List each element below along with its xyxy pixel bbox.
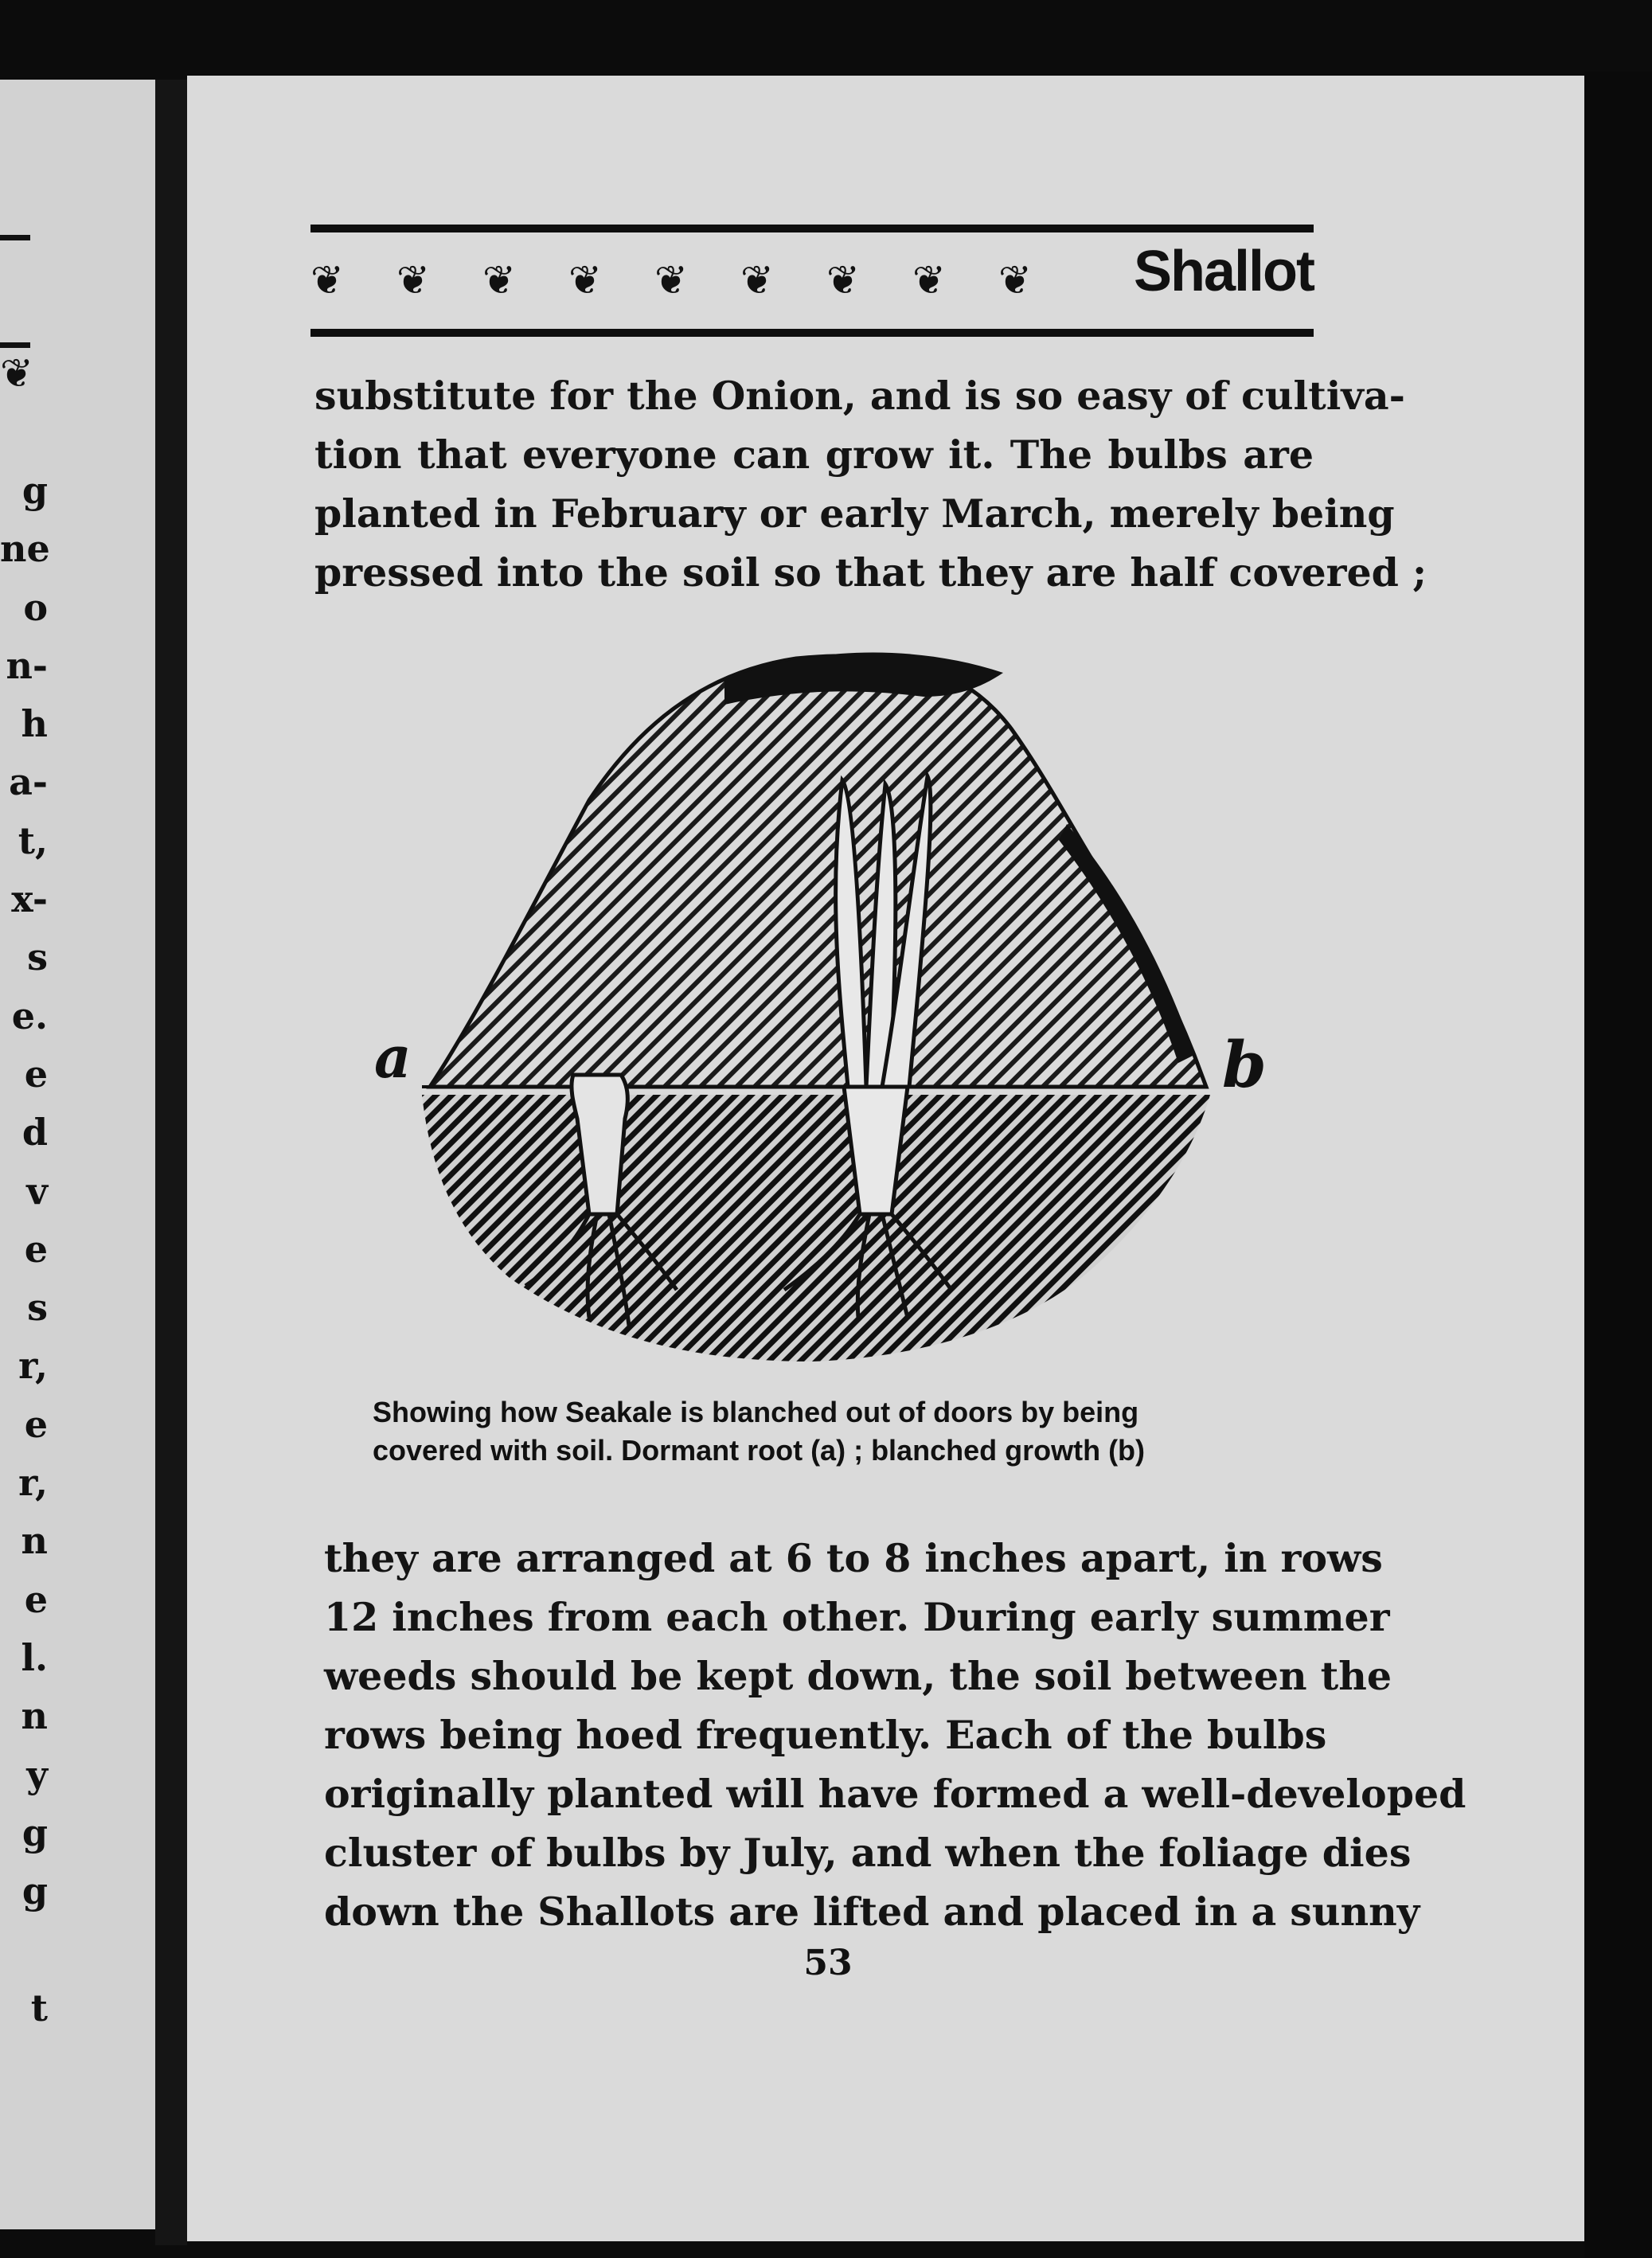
- facing-page-rule-top: [0, 235, 30, 240]
- facing-page-line-end: o: [23, 585, 48, 629]
- leaf-ornament-icon: ❦: [482, 257, 516, 303]
- leaf-ornament-icon: ❦: [912, 257, 946, 303]
- facing-page: [0, 80, 155, 2229]
- facing-page-line-end: h: [21, 702, 48, 746]
- facing-page-line-end: r,: [18, 1344, 48, 1388]
- text-line: originally planted will have formed a well-developed: [324, 1771, 1466, 1817]
- leaf-ornament-icon: ❦: [396, 257, 430, 303]
- caption-line: Showing how Seakale is blanched out of doors by being: [373, 1396, 1139, 1428]
- leaf-ornament-icon: ❦: [740, 257, 774, 303]
- body-text-bottom: [324, 1529, 1466, 1941]
- facing-page-line-end: [0, 1920, 48, 1979]
- figure-caption: [373, 1393, 1272, 1470]
- leaf-ornament-icon: ❦: [654, 257, 688, 303]
- figure-label-b: b: [1222, 1027, 1267, 1102]
- facing-page-line-end: d: [21, 1111, 48, 1154]
- facing-page-line-end: t: [30, 1986, 48, 2029]
- facing-page-text-fragments: [0, 462, 48, 2037]
- facing-page-line-end: t,: [18, 818, 48, 862]
- facing-page-line-end: n: [21, 1694, 48, 1738]
- scan-border: [1584, 72, 1652, 2258]
- facing-page-line-end: s: [27, 1286, 48, 1330]
- facing-page-line-end: g: [21, 1869, 48, 1913]
- facing-page-rule-bottom: [0, 342, 30, 348]
- header-rule-top: [310, 225, 1314, 232]
- figure-label-a: a: [374, 1023, 412, 1091]
- leaf-ornament-icon: ❦: [310, 257, 344, 303]
- facing-page-line-end: g: [21, 469, 48, 512]
- text-line: rows being hoed frequently. Each of the bulbs: [324, 1712, 1327, 1758]
- facing-page-line-end: e: [24, 1227, 48, 1271]
- text-line: tion that everyone can grow it. The bulbs are: [314, 432, 1314, 478]
- running-title: Shallot: [1133, 240, 1314, 303]
- leaf-ornament-icon: ❦: [826, 257, 860, 303]
- facing-page-line-end: ne: [0, 527, 50, 571]
- text-line: cluster of bulbs by July, and when the foliage dies: [324, 1830, 1412, 1876]
- header-rule-bottom: [310, 329, 1314, 337]
- facing-page-line-end: y: [26, 1752, 48, 1796]
- caption-line: covered with soil. Dormant root (a) ; blanched growth (b): [373, 1434, 1146, 1467]
- text-line: pressed into the soil so that they are half covered ;: [314, 549, 1427, 596]
- book-gutter: [155, 80, 187, 2245]
- facing-page-line-end: v: [26, 1169, 48, 1213]
- leaf-ornament-icon: ❦: [568, 257, 602, 303]
- body-text-top: [314, 366, 1427, 602]
- facing-page-line-end: r,: [18, 1461, 48, 1505]
- facing-page-line-end: l.: [21, 1635, 48, 1679]
- header-leaf-ornaments: [310, 256, 1075, 304]
- facing-page-line-end: n: [21, 1519, 48, 1563]
- seakale-illustration: [350, 641, 1274, 1373]
- facing-page-line-end: e: [24, 1577, 48, 1621]
- facing-page-line-end: g: [21, 1811, 48, 1854]
- text-line: substitute for the Onion, and is so easy of cultiva-: [314, 373, 1405, 419]
- facing-page-line-end: e: [24, 1402, 48, 1446]
- facing-page-line-end: s: [27, 936, 48, 979]
- text-line: they are arranged at 6 to 8 inches apart, in rows: [324, 1535, 1383, 1581]
- text-line: 12 inches from each other. During early summer: [324, 1594, 1390, 1640]
- facing-page-leaf-ornament: ❦: [0, 350, 33, 397]
- page-number: 53: [803, 1943, 853, 1983]
- text-line: weeds should be kept down, the soil between the: [324, 1653, 1392, 1699]
- facing-page-line-end: x-: [11, 877, 48, 921]
- text-line: down the Shallots are lifted and placed in a sunny: [324, 1889, 1420, 1935]
- facing-page-line-end: e: [24, 1052, 48, 1096]
- leaf-ornament-icon: ❦: [998, 257, 1032, 303]
- soil-below-ground: [422, 1095, 1210, 1361]
- facing-page-line-end: a-: [9, 760, 48, 804]
- facing-page-line-end: n-: [6, 643, 48, 687]
- facing-page-line-end: e.: [11, 994, 48, 1037]
- text-line: planted in February or early March, merely being: [314, 490, 1395, 537]
